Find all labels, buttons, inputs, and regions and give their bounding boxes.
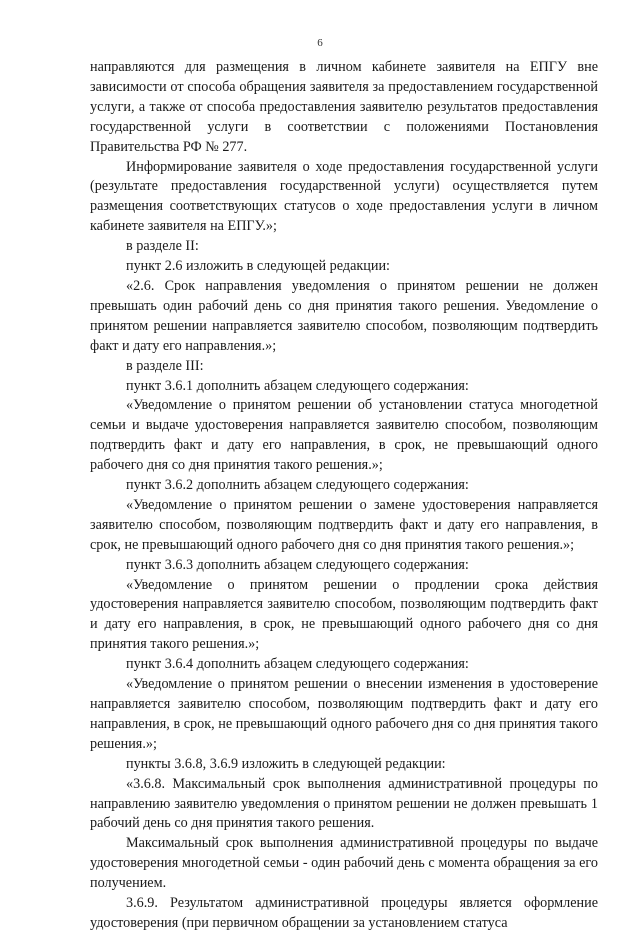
- paragraph-point-3-6-9-text: 3.6.9. Результатом административной процедуры является оформление удостоверения (при первичном обращении за установлением статуса: [90, 895, 598, 931]
- paragraph-point-3-6-1-intro: пункт 3.6.1 дополнить абзацем следующего содержания:: [126, 377, 469, 394]
- paragraph-max-term-issue: Максимальный срок выполнения административной процедуры по выдаче удостоверения многодетной семьи - один рабочий день с момента обращения за его получением.: [90, 835, 598, 892]
- paragraph-point-3-6-1-text: «Уведомление о принятом решении об установлении статуса многодетной семьи и выдаче удостоверения направляется заявителю способом, позволяющим подтвердить факт и дату его направления, в срок, не превышающий одного рабочего дня со дня принятия такого решения.»;: [90, 397, 598, 474]
- paragraph-points-3-6-8-9-intro: пункты 3.6.8, 3.6.9 изложить в следующей редакции:: [126, 755, 446, 772]
- paragraph-point-3-6-4-intro: пункт 3.6.4 дополнить абзацем следующего содержания:: [126, 656, 469, 673]
- paragraph-section-ii: в разделе II:: [126, 238, 199, 255]
- paragraph-point-3-6-2-text: «Уведомление о принятом решении о замене удостоверения направляется заявителю способом, позволяющим подтвердить факт и дату его направления, в срок, не превышающий одного рабочего дня со дня принятия такого решения.»;: [90, 496, 598, 553]
- page-number: 6: [317, 37, 323, 49]
- paragraph-informing: Информирование заявителя о ходе предоставления государственной услуги (результате предоставления государственной услуги) осуществляется путем размещения соответствующих статусов о ходе предоставления услуги в личном кабинете заявителя на ЕПГУ.»;: [90, 158, 598, 235]
- paragraph-point-3-6-2-intro: пункт 3.6.2 дополнить абзацем следующего содержания:: [126, 477, 469, 494]
- paragraph-point-2-6-text: «2.6. Срок направления уведомления о принятом решении не должен превышать один рабочий день со дня принятия такого решения. Уведомление о принятом решении направляется заявителю способом, позволяющим подтвердить факт и дату его направления.»;: [90, 277, 598, 354]
- document-body: [90, 58, 598, 934]
- paragraph-point-3-6-3-intro: пункт 3.6.3 дополнить абзацем следующего содержания:: [126, 556, 469, 573]
- paragraph-point-3-6-8-text: «3.6.8. Максимальный срок выполнения административной процедуры по направлению заявителю уведомления о принятом решении не должен превышать 1 рабочий день со дня принятия такого решения.: [90, 775, 598, 832]
- paragraph-point-2-6-intro: пункт 2.6 изложить в следующей редакции:: [126, 258, 390, 275]
- paragraph-section-iii: в разделе III:: [126, 357, 204, 374]
- paragraph-point-3-6-3-text: «Уведомление о принятом решении о продлении срока действия удостоверения направляется заявителю способом, позволяющим подтвердить факт и дату его направления, в срок, не превышающий одного рабочего дня со дня принятия такого решения.»;: [90, 576, 598, 653]
- paragraph-point-3-6-4-text: «Уведомление о принятом решении о внесении изменения в удостоверение направляется заявителю способом, позволяющим подтвердить факт и дату его направления, в срок, не превышающий одного рабочего дня со дня принятия такого решения.»;: [90, 676, 598, 752]
- paragraph-continuation: направляются для размещения в личном кабинете заявителя на ЕПГУ вне зависимости от способа обращения заявителя за предоставлением государственной услуги, а также от способа предоставления заявителю результатов предоставления государственной услуги в соответствии с положениями Постановления Правительства РФ № 277.: [90, 59, 598, 155]
